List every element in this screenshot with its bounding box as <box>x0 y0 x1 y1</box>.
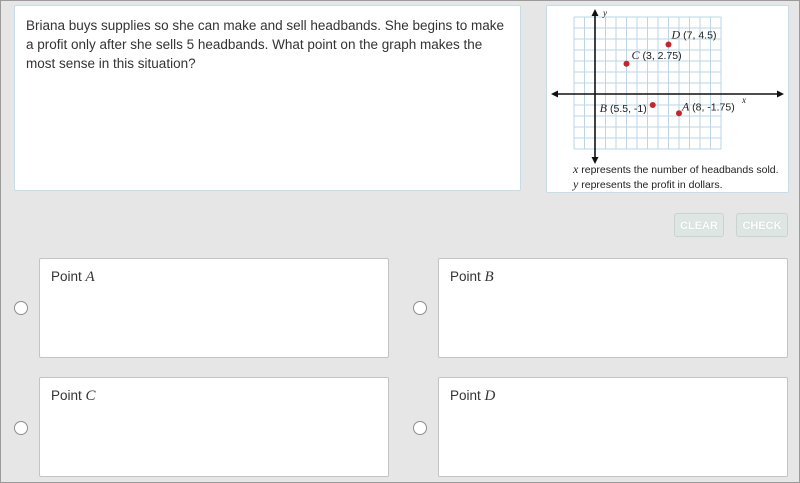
option-a-prefix: Point <box>51 269 82 284</box>
radio-option-c[interactable] <box>14 421 28 435</box>
option-d-var: D <box>484 388 496 404</box>
caption-x <box>573 162 779 177</box>
caption-x-text: represents the number of headbands sold. <box>581 164 779 176</box>
point-d <box>666 42 672 48</box>
x-axis-label: x <box>742 95 746 105</box>
option-b-card[interactable] <box>438 258 788 358</box>
check-button[interactable]: CHECK <box>736 213 788 237</box>
graph-card <box>546 5 789 193</box>
x-axis-arrow-right <box>777 91 784 98</box>
option-d-prefix: Point <box>450 388 481 403</box>
x-axis-arrow-left <box>551 91 558 98</box>
question-card <box>14 5 521 191</box>
caption-y-var: y <box>573 177 579 191</box>
y-axis-arrow-up <box>592 9 599 16</box>
point-label-b: B (5.5, -1) <box>599 101 647 115</box>
point-label-d: D (7, 4.5) <box>671 27 717 42</box>
caption-y-text: represents the profit in dollars. <box>581 179 723 191</box>
option-c-var: C <box>85 388 96 404</box>
radio-option-d[interactable] <box>413 421 427 435</box>
point-label-a: A (8, -1.75) <box>682 99 735 114</box>
clear-button[interactable]: CLEAR <box>674 213 724 237</box>
option-b-var: B <box>484 269 494 285</box>
radio-option-b[interactable] <box>413 301 427 315</box>
question-text: Briana buys supplies so she can make and sell headbands. She begins to make a profit only after she sells 5 headbands. What point on the graph makes the most sense in this situation? <box>26 18 505 71</box>
point-c <box>624 61 630 67</box>
point-b <box>650 102 656 108</box>
caption-x-var: x <box>573 162 579 176</box>
option-d-card[interactable] <box>438 377 788 477</box>
y-axis-label: y <box>603 8 607 18</box>
option-a-var: A <box>85 269 95 285</box>
caption-y <box>573 177 723 192</box>
option-c-prefix: Point <box>51 388 82 403</box>
option-b-prefix: Point <box>450 269 481 284</box>
option-c-card[interactable] <box>39 377 389 477</box>
point-label-c: C (3, 2.75) <box>631 47 682 62</box>
option-a-card[interactable] <box>39 258 389 358</box>
radio-option-a[interactable] <box>14 301 28 315</box>
